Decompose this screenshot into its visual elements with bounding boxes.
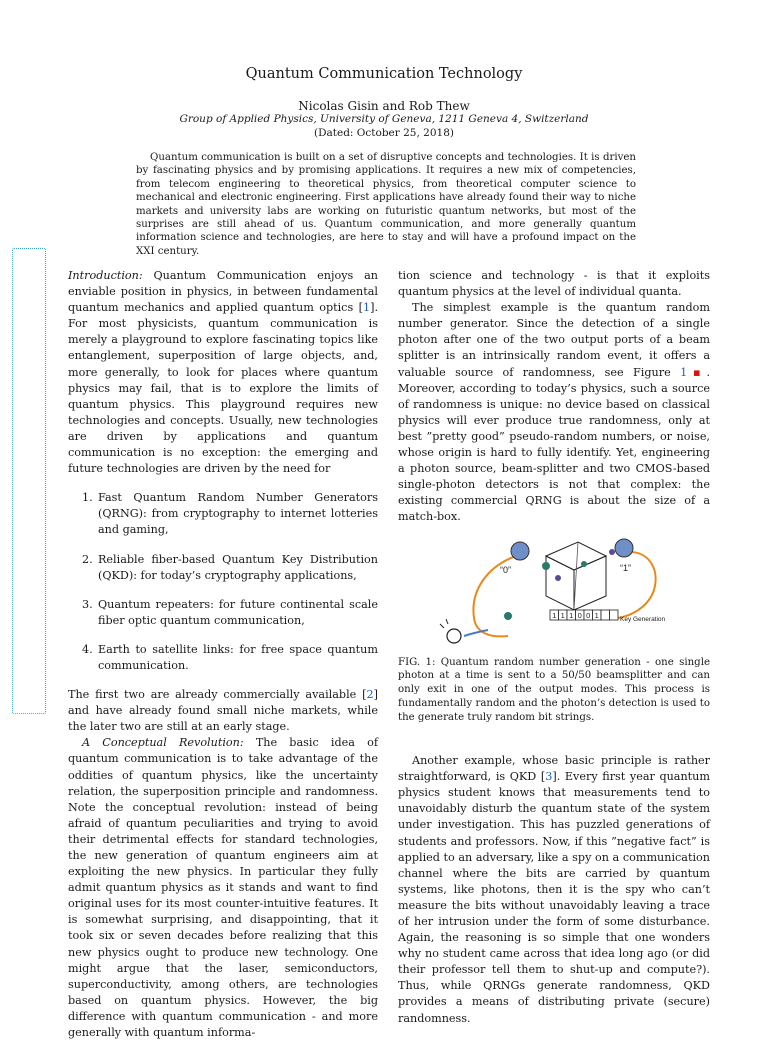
qrng-text-a: The simplest example is the quantum random number generator. Since the detection of a single photon after one of the two output ports of a beam splitter is an intrinsically random event, it offers a valuable source of randomness, see Figure: [398, 301, 710, 379]
qkd-paragraph: [398, 753, 710, 1027]
intro-text-a: Quantum Communication enjoys an enviable position in physics, in between fundamental quantum mechanics and applied quantum optics [: [68, 269, 378, 315]
bit-value: 0: [577, 610, 582, 620]
bit-cell: [601, 610, 610, 620]
list-text: Quantum repeaters: for future continental scale fiber optic quantum communication,: [98, 597, 378, 627]
bit-string: [550, 610, 618, 620]
fiber-right: [618, 552, 656, 618]
figure-caption: FIG. 1: Quantum random number generation - one single photon at a time is sent to a 50/50 beamsplitter and can only exit in one of the output modes. This process is fundamentally random and the photon’s detection is used to the generate truly random bit strings.: [398, 656, 710, 724]
list-item: [68, 642, 378, 674]
output-label-0: “0”: [500, 564, 511, 575]
list-text: Reliable fiber-based Quantum Key Distribution (QKD): for today’s cryptography applications,: [98, 552, 378, 582]
right-column: [398, 268, 710, 1027]
cube-left: [546, 556, 574, 610]
bit-value: 1: [560, 610, 565, 620]
list-number: 2.: [82, 552, 93, 566]
intro-text-b: ]. For most physicists, quantum communication is merely a playground to explore fascinating topics like entanglement, superposition of large objects, and, more generally, to look for places where quantum physics may fail, that is to explore the limits of quantum physics. This playground requires new technologies and concepts. Usually, new technologies are driven by applications and quantum communication is no exception: the emerging and future technologies are driven by the need for: [68, 301, 378, 476]
red-marker: ▪: [687, 365, 707, 379]
list-number: 3.: [82, 597, 93, 611]
qrng-diagram: [398, 538, 710, 648]
intro-heading: Introduction:: [68, 269, 143, 282]
citation-link-2[interactable]: 2: [366, 688, 374, 702]
key-generation-label: Key Generation: [620, 615, 666, 623]
photon-icon: [581, 561, 587, 567]
photon-icon: [542, 562, 550, 570]
photon-icon: [504, 612, 512, 620]
lightbulb-icon: [447, 629, 461, 643]
figure-link-1[interactable]: 1: [680, 365, 688, 379]
list-number: 1.: [82, 491, 93, 505]
revolution-paragraph: [68, 735, 378, 1041]
availability-paragraph: [68, 687, 378, 735]
output-label-1: “1”: [620, 562, 631, 573]
photon-icon: [555, 575, 561, 581]
figure-qrng: [398, 538, 710, 648]
bit-value: 1: [594, 610, 599, 620]
bit-value: 1: [569, 610, 574, 620]
light-ray: [446, 619, 448, 624]
paper-authors: Nicolas Gisin and Rob Thew: [298, 99, 470, 113]
cube-top: [546, 542, 606, 570]
revolution-heading: A Conceptual Revolution:: [82, 736, 244, 750]
paper-title: Quantum Communication Technology: [245, 66, 523, 82]
qkd-text-a: Another example, whose basic principle is rather straightforward, is QKD [: [398, 754, 710, 784]
citation-link-1[interactable]: 1: [362, 301, 371, 315]
application-list: [68, 490, 378, 674]
dotted-margin-marker: [12, 248, 46, 714]
list-item: [68, 552, 378, 584]
availability-text-a: The first two are already commercially available [: [68, 688, 367, 702]
light-ray: [440, 624, 444, 628]
availability-text-b: ] and have already found small niche markets, while the later two are still at an early stage.: [68, 688, 378, 734]
paper-date: (Dated: October 25, 2018): [314, 127, 454, 139]
list-number: 4.: [82, 642, 93, 656]
bit-value: 1: [552, 610, 557, 620]
splitter-plane: [574, 542, 578, 610]
continuation-paragraph: tion science and technology - is that it exploits quantum physics at the level of individual quanta.: [398, 269, 710, 299]
detector-0-icon: [511, 542, 529, 560]
left-column: [68, 268, 378, 1041]
detector-1-icon: [615, 539, 633, 557]
bit-cell: [610, 610, 619, 620]
cube-right: [574, 556, 606, 610]
revolution-text: The basic idea of quantum communication is to take advantage of the oddities of quantum physics, like the uncertainty relation, the superposition principle and randomness. Note the conceptual revolution: instead of being afraid of quantum peculiarities and trying to avoid their detrimental effects for standard technologies, the new generation of quantum engineers aim at exploiting the new physics. In particular they fully admit quantum physics as it stands and want to find original uses for its most counter-intuitive features. It is somewhat surprising, and disappointing, that it took six or seven decades before realizing that this new physics ought to produce new technology. One might argue that the laser, semiconductors, superconductivity, among others, are technologies based on quantum physics. However, the big difference with quantum communication - and more generally with quantum informa-: [68, 736, 378, 1040]
citation-link-3[interactable]: 3: [545, 770, 553, 784]
intro-paragraph: [68, 268, 378, 477]
qrng-paragraph: [398, 300, 710, 525]
spacer: [398, 725, 710, 753]
photon-icon: [609, 549, 615, 555]
list-item: [68, 490, 378, 538]
list-item: [68, 597, 378, 629]
list-text: Earth to satellite links: for free space quantum communication.: [98, 642, 378, 672]
qrng-text-b: . Moreover, according to today’s physics, such a source of randomness is unique: no device based on classical physics will ever produce true randomness, only at best ”pretty good” pseudo-random numbers, or noise, whose origin is hard to fully identify. Yet, engineering a photon source, beam-splitter and two CMOS-based single-photon detectors is not that complex: the existing commercial QRNG is about the size of a match-box.: [398, 365, 710, 524]
bit-value: 0: [586, 610, 591, 620]
qkd-text-b: ]. Every first year quantum physics student knows that measurements tend to unavoidably disturb the quantum state of the system under investigation. This has puzzled generations of students and professors. Now, if this ”negative fact” is applied to an adversary, like a spy on a communication channel where the bits are carried by quantum systems, like photons, then it is the spy who can’t measure the bits without unavoidably leaving a trace of her intrusion under the form of some disturbance. Again, the reasoning is so simple that one wonders why no student came across that idea long ago (or did their professor tell them to shut-up and compute?). Thus, while QRNGs generate randomness, QKD provides a means of distributing private (secure) randomness.: [398, 770, 710, 1025]
list-text: Fast Quantum Random Number Generators (QRNG): from cryptography to internet lotteries and gaming,: [98, 491, 378, 537]
paper-affiliation: Group of Applied Physics, University of Geneva, 1211 Geneva 4, Switzerland: [179, 113, 589, 125]
abstract: Quantum communication is built on a set of disruptive concepts and technologies. It is driven by fascinating physics and by promising applications. It requires a new mix of competencies, from telecom engineering to theoretical physics, from theoretical computer science to mechanical and electronic engineering. First applications have already found their way to niche markets and university labs are working on futuristic quantum networks, but most of the surprises are still ahead of us. Quantum communication, and more generally quantum information science and technologies, are here to stay and will have a profound impact on the XXI century.: [136, 152, 636, 257]
